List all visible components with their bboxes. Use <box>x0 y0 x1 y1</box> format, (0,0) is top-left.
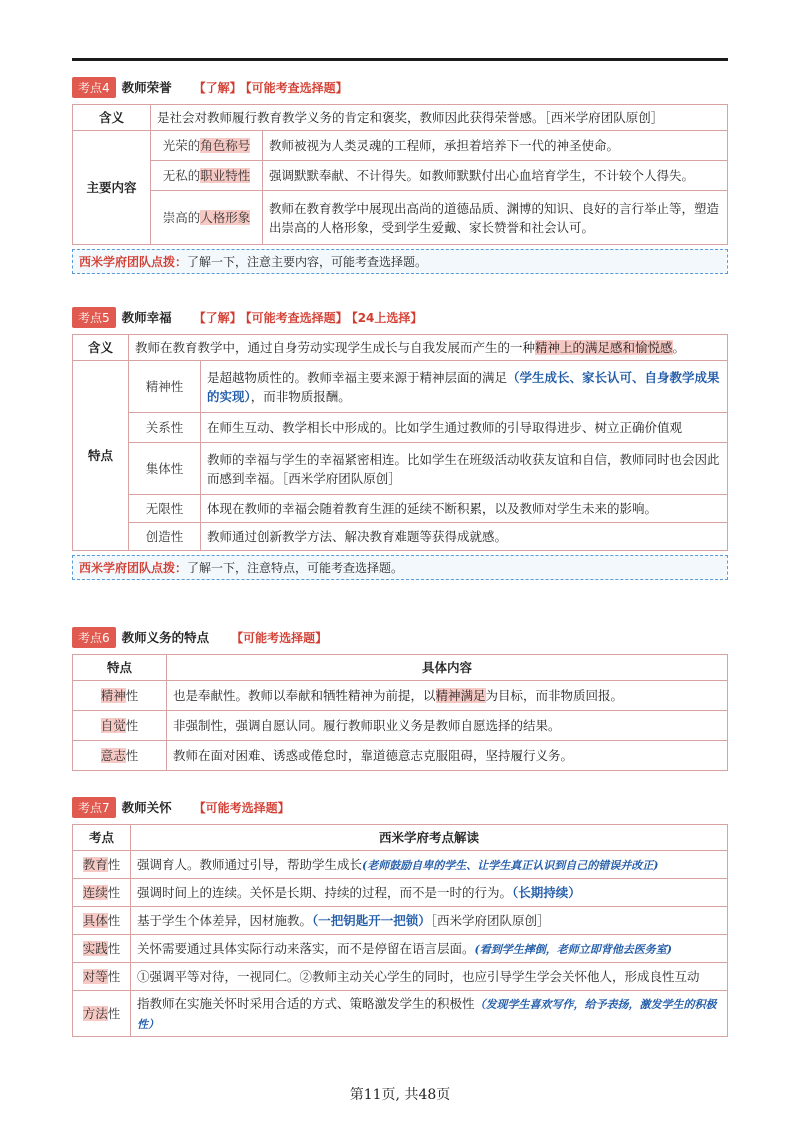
care-name-post: 性 <box>107 913 121 929</box>
care-name-post: 性 <box>107 857 121 873</box>
feat-name: 关系性 <box>129 413 201 443</box>
duty-name <box>73 741 167 771</box>
section-title: 教师义务的特点 <box>121 630 210 645</box>
content-name-hl: 人格形象 <box>200 210 251 226</box>
duty-text-pre: 也是奉献性。教师以奉献和牺牲精神为前提，以 <box>173 688 436 704</box>
care-text <box>131 935 728 963</box>
section-tags <box>194 799 294 816</box>
care-text-main: 基于学生个体差异，因材施教。 <box>137 913 313 929</box>
def-pre: 教师在教育教学中，通过自身劳动实现学生成长与自我发展而产生的一种 <box>135 340 536 355</box>
feat-text-main: 是超越物质性的。教师幸福主要来源于精神层面的满足 <box>207 369 508 385</box>
duty-name <box>73 711 167 741</box>
tag: 【可能考查选择题】 <box>245 310 348 325</box>
section-teacher-happiness <box>72 306 728 580</box>
tip-box <box>72 249 728 274</box>
section-tags <box>231 629 331 646</box>
def-text: 是社会对教师履行教育教学义务的肯定和褒奖，教师因此获得荣誉感。［西米学府团队原创］ <box>151 105 728 131</box>
def-label: 含义 <box>73 335 129 361</box>
duty-table <box>72 654 728 771</box>
feat-name: 创造性 <box>129 523 201 551</box>
feat-name: 精神性 <box>129 361 201 413</box>
care-text <box>131 851 728 879</box>
content-text: 教师在教育教学中展现出高尚的道德品质、渊博的知识、良好的言行举止等，塑造出崇高的人格形象，受到学生爱戴、家长赞誉和社会认可。 <box>263 191 728 245</box>
content-name-pre: 崇高的 <box>162 210 201 226</box>
happiness-table <box>72 334 728 551</box>
section-title: 教师荣誉 <box>121 80 172 95</box>
feat-label: 特点 <box>73 361 129 551</box>
def-hl: 精神上的满足感和愉悦感 <box>535 340 673 355</box>
tip-label: 西米学府团队点拨： <box>79 561 188 576</box>
section-badge: 考点4 <box>72 77 116 98</box>
tag: 【可能考查选择题】 <box>245 80 348 95</box>
section-badge: 考点5 <box>72 307 116 328</box>
tag: 【24上选择】 <box>351 310 423 325</box>
care-name-post: 性 <box>107 1006 121 1022</box>
care-text-blue: (老师鼓励自卑的学生、让学生真正认识到自己的错误并改正) <box>362 859 659 873</box>
section-header <box>72 796 728 818</box>
col-header: 特点 <box>73 655 167 681</box>
feat-name: 无限性 <box>129 495 201 523</box>
def-text <box>129 335 728 361</box>
top-rule <box>72 58 728 61</box>
care-text-main: 强调时间上的连续。关怀是长期、持续的过程，而不是一时的行为。 <box>137 885 513 901</box>
care-name <box>73 935 131 963</box>
section-teacher-honor <box>72 76 728 274</box>
main-label: 主要内容 <box>73 131 151 245</box>
col-header: 考点 <box>73 825 131 851</box>
tip-box <box>72 555 728 580</box>
duty-name-hl: 自觉 <box>100 718 126 734</box>
tag: 【可能考选择题】 <box>193 800 290 815</box>
section-teacher-duty <box>72 626 728 771</box>
care-name-post: 性 <box>107 941 121 957</box>
feat-text-post: ，而非物质报酬。 <box>250 388 351 404</box>
care-name <box>73 907 131 935</box>
care-text: ①强调平等对待，一视同仁。②教师主动关心学生的同时，也应引导学生学会关怀他人，形成良性互动 <box>131 963 728 991</box>
feat-text: 体现在教师的幸福会随着教育生涯的延续不断积累，以及教师对学生未来的影响。 <box>201 495 728 523</box>
care-name-hl: 对等 <box>82 969 108 985</box>
duty-text: 非强制性，强调自愿认同。履行教师职业义务是教师自愿选择的结果。 <box>167 711 728 741</box>
care-name-hl: 方法 <box>82 1006 108 1022</box>
col-header: 西米学府考点解读 <box>131 825 728 851</box>
section-teacher-care <box>72 796 728 1037</box>
care-name-hl: 实践 <box>82 941 108 957</box>
feat-text-blue: （学生成长、家长认可、自身教学成果的实现） <box>207 369 720 404</box>
care-text <box>131 907 728 935</box>
care-text-blue: （长期持续） <box>512 885 581 901</box>
tip-text: 了解一下，注意主要内容，可能考查选择题。 <box>187 255 428 270</box>
content-text: 强调默默奉献、不计得失。如教师默默付出心血培育学生，不计较个人得失。 <box>263 161 728 191</box>
def-post: 。 <box>672 340 686 355</box>
care-name <box>73 851 131 879</box>
care-name-post: 性 <box>107 885 121 901</box>
section-tags <box>194 79 352 96</box>
duty-name-hl: 意志 <box>100 748 126 764</box>
content-name <box>151 131 263 161</box>
section-title: 教师关怀 <box>121 800 172 815</box>
content-name-hl: 职业特性 <box>200 168 251 184</box>
care-name-hl: 具体 <box>82 913 108 929</box>
care-text-main: 强调育人。教师通过引导，帮助学生成长 <box>137 857 363 873</box>
content-text: 教师被视为人类灵魂的工程师，承担着培养下一代的神圣使命。 <box>263 131 728 161</box>
duty-text-post: 为目标，而非物质回报。 <box>485 688 624 704</box>
content-name <box>151 161 263 191</box>
section-header <box>72 306 728 328</box>
tip-text: 了解一下，注意特点，可能考查选择题。 <box>187 561 404 576</box>
care-name-hl: 连续 <box>82 885 108 901</box>
duty-text <box>167 681 728 711</box>
duty-text-hl: 精神满足 <box>435 688 486 704</box>
def-label: 含义 <box>73 105 151 131</box>
care-text-blue: (看到学生摔倒，老师立即背他去医务室) <box>474 943 672 957</box>
care-text-blue: （一把钥匙开一把锁） <box>312 913 431 929</box>
duty-name-hl: 精神 <box>100 688 126 704</box>
tip-label: 西米学府团队点拨： <box>79 255 188 270</box>
care-name <box>73 963 131 991</box>
feat-text: 教师通过创新教学方法、解决教育难题等获得成就感。 <box>201 523 728 551</box>
section-badge: 考点7 <box>72 797 116 818</box>
content-name-hl: 角色称号 <box>200 138 251 154</box>
duty-name-post: 性 <box>125 748 139 764</box>
duty-name <box>73 681 167 711</box>
content-name-pre: 光荣的 <box>162 138 201 154</box>
page-footer: 第11页, 共48页 <box>349 1087 451 1103</box>
duty-name-post: 性 <box>125 688 139 704</box>
care-table <box>72 824 728 1037</box>
duty-name-post: 性 <box>125 718 139 734</box>
care-text-main: 关怀需要通过具体实际行动来落实，而不是停留在语言层面。 <box>137 941 475 957</box>
care-text <box>131 879 728 907</box>
section-badge: 考点6 <box>72 627 116 648</box>
section-tags <box>194 309 427 326</box>
care-name <box>73 991 131 1037</box>
care-text-post: ［西米学府团队原创］ <box>430 913 550 929</box>
section-title: 教师幸福 <box>121 310 172 325</box>
tag: 【可能考选择题】 <box>231 630 328 645</box>
care-text-main: 指教师在实施关怀时采用合适的方式、策略激发学生的积极性 <box>137 996 475 1012</box>
care-text-blue: （发现学生喜欢写作，给予表扬，激发学生的积极性） <box>137 998 717 1031</box>
section-header <box>72 76 728 98</box>
feat-text <box>201 361 728 413</box>
care-name-hl: 教育 <box>82 857 108 873</box>
content-name <box>151 191 263 245</box>
care-name <box>73 879 131 907</box>
tag: 【了解】 <box>193 310 242 325</box>
feat-name: 集体性 <box>129 443 201 495</box>
section-header <box>72 626 728 648</box>
duty-text: 教师在面对困难、诱惑或倦怠时，靠道德意志克服阻碍，坚持履行义务。 <box>167 741 728 771</box>
tag: 【了解】 <box>193 80 242 95</box>
honor-table <box>72 104 728 245</box>
care-name-post: 性 <box>107 969 121 985</box>
content-name-pre: 无私的 <box>162 168 201 184</box>
col-header: 具体内容 <box>167 655 728 681</box>
feat-text: 在师生互动、教学相长中形成的。比如学生通过教师的引导取得进步、树立正确价值观 <box>201 413 728 443</box>
care-text <box>131 991 728 1037</box>
feat-text: 教师的幸福与学生的幸福紧密相连。比如学生在班级活动收获友谊和自信，教师同时也会因此而感到幸福。［西米学府团队原创］ <box>201 443 728 495</box>
